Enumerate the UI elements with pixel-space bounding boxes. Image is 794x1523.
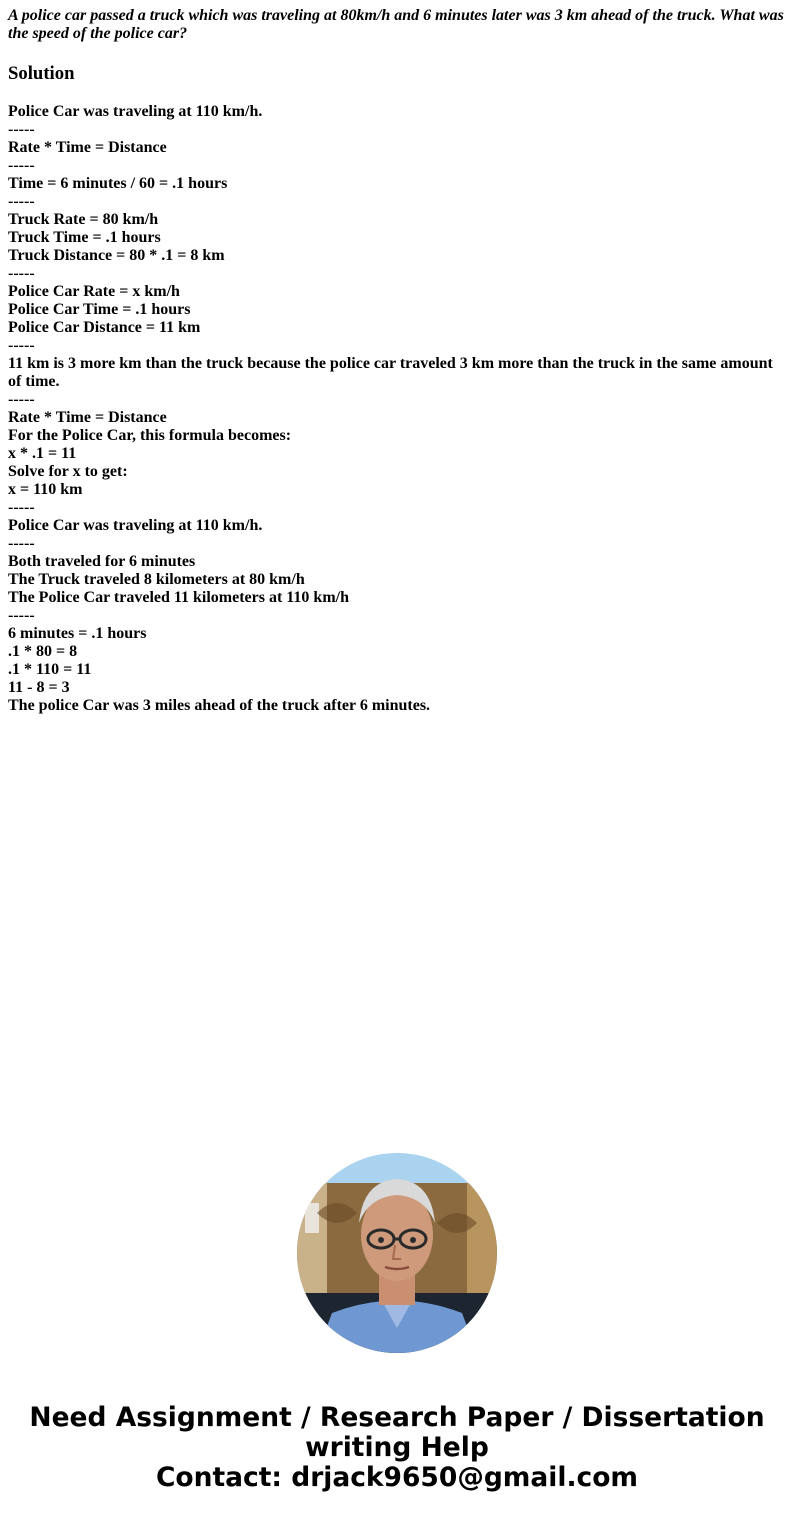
solution-line: Solve for x to get:: [8, 463, 128, 480]
footer-line-2: writing Help: [305, 1432, 489, 1463]
solution-line: Truck Time = .1 hours: [8, 229, 161, 246]
document-body: [8, 7, 786, 715]
solution-line: -----: [8, 265, 35, 282]
solution-line: For the Police Car, this formula becomes:: [8, 427, 292, 444]
solution-line: Police Car Distance = 11 km: [8, 319, 201, 336]
solution-line: 6 minutes = .1 hours: [8, 625, 147, 642]
solution-line: 11 km is 3 more km than the truck because the police car traveled 3 km more than the truck in the same amount of time.: [8, 355, 773, 390]
solution-line: The Police Car traveled 11 kilometers at 110 km/h: [8, 589, 349, 606]
solution-line: -----: [8, 337, 35, 354]
solution-heading: Solution: [8, 63, 75, 84]
solution-line: Police Car was traveling at 110 km/h.: [8, 517, 263, 534]
solution-line: Time = 6 minutes / 60 = .1 hours: [8, 175, 228, 192]
footer-line-1: Need Assignment / Research Paper / Dissertation: [29, 1402, 765, 1433]
footer-contact: Contact: drjack9650@gmail.com: [155, 1462, 639, 1493]
solution-line: x = 110 km: [8, 481, 83, 498]
solution-line: -----: [8, 607, 35, 624]
author-portrait-image: [297, 1153, 497, 1353]
solution-line: -----: [8, 499, 35, 516]
solution-line: Rate * Time = Distance: [8, 409, 167, 426]
solution-line: Truck Distance = 80 * .1 = 8 km: [8, 247, 225, 264]
solution-line: -----: [8, 391, 35, 408]
solution-line: -----: [8, 193, 35, 210]
solution-line: Police Car Time = .1 hours: [8, 301, 191, 318]
solution-line: Police Car was traveling at 110 km/h.: [8, 103, 263, 120]
solution-line: -----: [8, 157, 35, 174]
question-text: A police car passed a truck which was traveling at 80km/h and 6 minutes later was 3 km ahead of the truck. What was the speed of the police car?: [8, 7, 784, 42]
solution-line: -----: [8, 535, 35, 552]
solution-line: Both traveled for 6 minutes: [8, 553, 196, 570]
solution-line: Truck Rate = 80 km/h: [8, 211, 159, 228]
solution-line: -----: [8, 121, 35, 138]
solution-line: Police Car Rate = x km/h: [8, 283, 180, 300]
solution-line: 11 - 8 = 3: [8, 679, 70, 696]
solution-line: The Truck traveled 8 kilometers at 80 km/h: [8, 571, 305, 588]
solution-line: .1 * 110 = 11: [8, 661, 92, 678]
solution-line: The police Car was 3 miles ahead of the truck after 6 minutes.: [8, 697, 431, 714]
author-avatar: [297, 1153, 497, 1353]
solution-line: .1 * 80 = 8: [8, 643, 78, 660]
footer-promo: [0, 1403, 794, 1493]
solution-line: x * .1 = 11: [8, 445, 77, 462]
solution-line: Rate * Time = Distance: [8, 139, 167, 156]
solution-lines: [8, 103, 786, 715]
